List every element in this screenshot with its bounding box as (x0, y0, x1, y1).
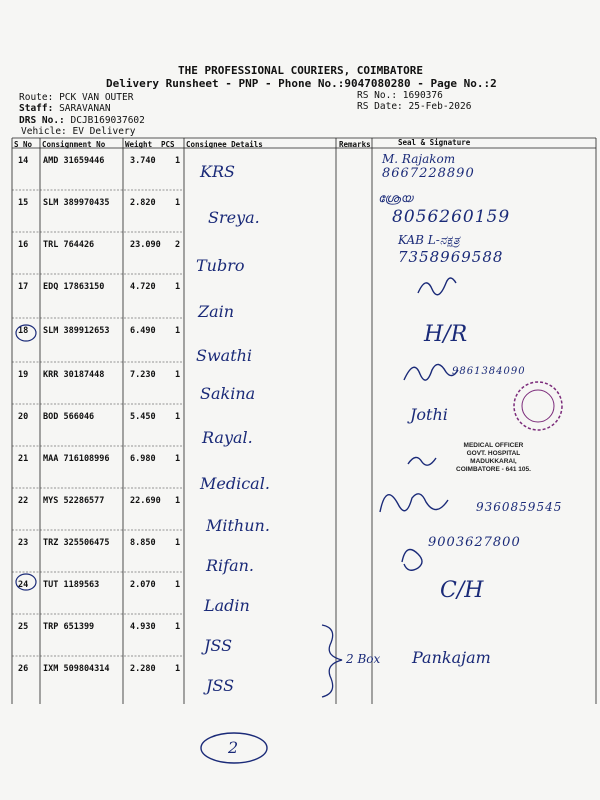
consignee-handwritten: Sreya. (208, 208, 260, 227)
weight-cell: 4.930 (130, 622, 156, 632)
pcs-cell: 1 (175, 412, 181, 422)
page-number-handwritten: 2 (228, 738, 239, 757)
sno-cell: 26 (18, 664, 29, 674)
consignment-cell: SLM 389912653 (43, 326, 110, 336)
weight-cell: 2.070 (130, 580, 156, 590)
pcs-cell: 2 (175, 240, 181, 250)
drs-label: DRS No.: (19, 115, 65, 126)
document-title: THE PROFESSIONAL COURIERS, COIMBATORE (178, 64, 424, 77)
pcs-cell: 1 (175, 664, 181, 674)
stamp-line1: MEDICAL OFFICER (463, 442, 524, 449)
bracket-note: 2 Box (346, 652, 381, 666)
weight-cell: 6.490 (130, 326, 156, 336)
sno-cell: 21 (18, 454, 29, 464)
consignment-cell: MYS 52286577 (43, 496, 105, 506)
stamp-line4: COIMBATORE - 641 105. (456, 466, 531, 473)
consignee-handwritten: Tubro (196, 256, 245, 275)
consignee-handwritten: Zain (198, 302, 235, 321)
phone-handwritten: 9360859545 (476, 500, 563, 514)
col-weight: Weight (125, 140, 153, 149)
sno-cell: 19 (18, 370, 29, 380)
consignment-cell: KRR 30187448 (43, 370, 105, 380)
seal-handwritten: C/H (440, 578, 484, 603)
sno-cell: 15 (18, 198, 29, 208)
seal-handwritten: ശ്രേയ (378, 191, 413, 205)
consignee-handwritten: JSS (204, 636, 233, 655)
consignment-cell: EDQ 17863150 (43, 282, 105, 292)
seal-handwritten: M. Rajakom (382, 152, 456, 166)
seal-handwritten: KAB L-ನಕ್ಷತ್ರ (398, 233, 460, 247)
route-label: Route: (19, 92, 54, 103)
consignee-handwritten: KRS (200, 162, 235, 181)
sno-cell: 25 (18, 622, 29, 632)
consignment-cell: TRP 651399 (43, 622, 95, 632)
consignment-cell: IXM 509804314 (43, 664, 110, 674)
weight-cell: 5.450 (130, 412, 156, 422)
sno-cell: 17 (18, 282, 29, 292)
consignment-cell: SLM 389970435 (43, 198, 110, 208)
col-remarks: Remarks (339, 140, 371, 149)
col-consignee: Consignee Details (186, 140, 263, 149)
pcs-cell: 1 (175, 622, 181, 632)
consignment-cell: TUT 1189563 (43, 580, 100, 590)
rs-date-label: RS Date: (357, 101, 403, 112)
pcs-cell: 1 (175, 326, 181, 336)
rs-no-label: RS No.: (357, 90, 398, 101)
consignee-handwritten: Medical. (200, 474, 270, 493)
pcs-cell: 1 (175, 198, 181, 208)
sno-cell: 20 (18, 412, 29, 422)
col-seal: Seal & Signature (398, 138, 471, 147)
consignment-cell: AMD 31659446 (43, 156, 105, 166)
vehicle-value: EV Delivery (72, 126, 136, 137)
staff-label: Staff: (19, 103, 54, 114)
consignee-handwritten: Rifan. (206, 556, 255, 575)
phone-handwritten: 8667228890 (382, 166, 475, 181)
route-value: PCK VAN OUTER (59, 92, 134, 103)
consignee-handwritten: Sakina (200, 384, 256, 403)
col-pcs: PCS (161, 140, 175, 149)
stamp-line3: MADUKKARAI, (470, 458, 517, 465)
consignee-handwritten: JSS (206, 676, 235, 695)
pcs-cell: 1 (175, 282, 181, 292)
seal-handwritten: Jothi (410, 405, 448, 424)
rs-no-value: 1690376 (402, 90, 443, 101)
pcs-cell: 1 (175, 454, 181, 464)
weight-cell: 22.690 (130, 496, 161, 506)
consignment-cell: BOD 566046 (43, 412, 95, 422)
weight-cell: 3.740 (130, 156, 156, 166)
sno-cell: 18 (18, 326, 29, 336)
seal-handwritten: H/R (424, 322, 468, 347)
phone-handwritten: 9861384090 (452, 366, 526, 377)
consignee-handwritten: Mithun. (206, 516, 270, 535)
consignee-handwritten: Ladin (204, 596, 250, 615)
pankajam-signature: Pankajam (412, 648, 491, 667)
pcs-cell: 1 (175, 370, 181, 380)
weight-cell: 4.720 (130, 282, 156, 292)
drs-value: DCJB169037602 (70, 115, 145, 126)
consignee-handwritten: Rayal. (202, 428, 253, 447)
vehicle-label: Vehicle: (21, 126, 67, 137)
weight-cell: 6.980 (130, 454, 156, 464)
col-sno: S No (14, 140, 33, 149)
consignment-cell: TRL 764426 (43, 240, 95, 250)
pcs-cell: 1 (175, 496, 181, 506)
consignment-cell: MAA 716108996 (43, 454, 110, 464)
pcs-cell: 1 (175, 580, 181, 590)
sno-cell: 22 (18, 496, 29, 506)
sno-cell: 24 (18, 580, 29, 590)
pcs-cell: 1 (175, 538, 181, 548)
consignee-handwritten: Swathi (196, 346, 253, 365)
weight-cell: 7.230 (130, 370, 156, 380)
phone-handwritten: 9003627800 (428, 535, 521, 550)
sno-cell: 14 (18, 156, 29, 166)
pcs-cell: 1 (175, 156, 181, 166)
staff-value: SARAVANAN (59, 103, 111, 114)
sno-cell: 23 (18, 538, 29, 548)
phone-handwritten: 7358969588 (398, 248, 504, 266)
phone-handwritten: 8056260159 (392, 207, 511, 227)
weight-cell: 23.090 (130, 240, 161, 250)
stamp-line2: GOVT. HOSPITAL (466, 450, 521, 457)
col-consignment: Consignment No (42, 140, 106, 149)
document-subtitle: Delivery Runsheet - PNP - Phone No.:9047080280 - Page No.:2 (106, 77, 497, 90)
rs-date-value: 25-Feb-2026 (408, 101, 472, 112)
hospital-stamp (456, 442, 531, 474)
sno-cell: 16 (18, 240, 29, 250)
weight-cell: 2.280 (130, 664, 156, 674)
weight-cell: 8.850 (130, 538, 156, 548)
consignment-cell: TRZ 325506475 (43, 538, 110, 548)
weight-cell: 2.820 (130, 198, 156, 208)
